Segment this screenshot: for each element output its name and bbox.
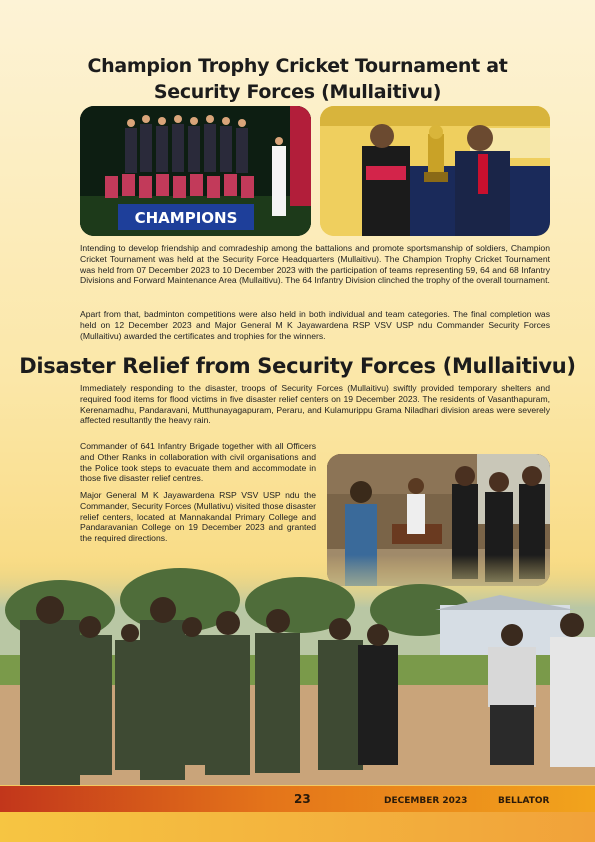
section1-paragraph2: Apart from that, badminton competitions were also held in both individual and team categories. The final completion was held on 12 December 2023 and Major General M K Jayawardena RSP VSV USP ndu Commander Security Forces (Mullaitivu) awarded the certificates and trophies for the winners. — [80, 309, 550, 341]
section2-paragraph2: Commander of 641 Infantry Brigade together with all Officers and Other Ranks in collaboration with civil organisations and the Police took steps to evacuate them and accommodate in those five disaster relief centres. — [80, 441, 316, 484]
cricket-team-photo — [80, 106, 311, 236]
champions-banner-text: CHAMPIONS — [134, 209, 238, 227]
section1-title-line1: Champion Trophy Cricket Tournament at — [87, 55, 508, 77]
footer-bar-lower — [0, 812, 595, 842]
issue-date: DECEMBER 2023 — [384, 796, 468, 806]
trophy-presentation-photo — [320, 106, 550, 236]
page-number: 23 — [294, 792, 311, 806]
section2-paragraph1: Immediately responding to the disaster, troops of Security Forces (Mullaitivu) swiftly provided temporary shelters and required food items for flood victims in five disaster relief centers on 19 December 2023. The residents of Vasanthapuram, Kerenamadhu, Pandaravani, Mutthunayagapuram, Peraru, and Kulamurippu Grama Niladhari division areas were severely affected resultantly the heavy rain. — [80, 383, 550, 426]
section2-title: Disaster Relief from Security Forces (Mullaitivu) — [19, 354, 576, 378]
section1-paragraph1: Intending to develop friendship and comradeship among the battalions and promote sportsmanship of soldiers, Champion Cricket Tournament was held at the Security Force Headquarters (Mullaitivu). The Champion Trophy Cricket Tournament was held from 07 December 2023 to 10 December 2023 with the participation of teams representing 59, 64 and 68 Infantry Divisions and Forward Maintenance Area (Mullaitivu). The 64 Infantry Division clinched the trophy of the overall tournament. — [80, 243, 550, 286]
magazine-name: BELLATOR — [498, 796, 550, 806]
section2-paragraph3: Major General M K Jayawardena RSP VSV USP ndu the Commander, Security Forces (Mullativu) visited those disaster relief centers, located at Mannakandal Primary College and Pandaravanian College on 19 December 2023 and granted the required directions. — [80, 490, 316, 544]
section1-title-line2: Security Forces (Mullaitivu) — [153, 81, 442, 103]
